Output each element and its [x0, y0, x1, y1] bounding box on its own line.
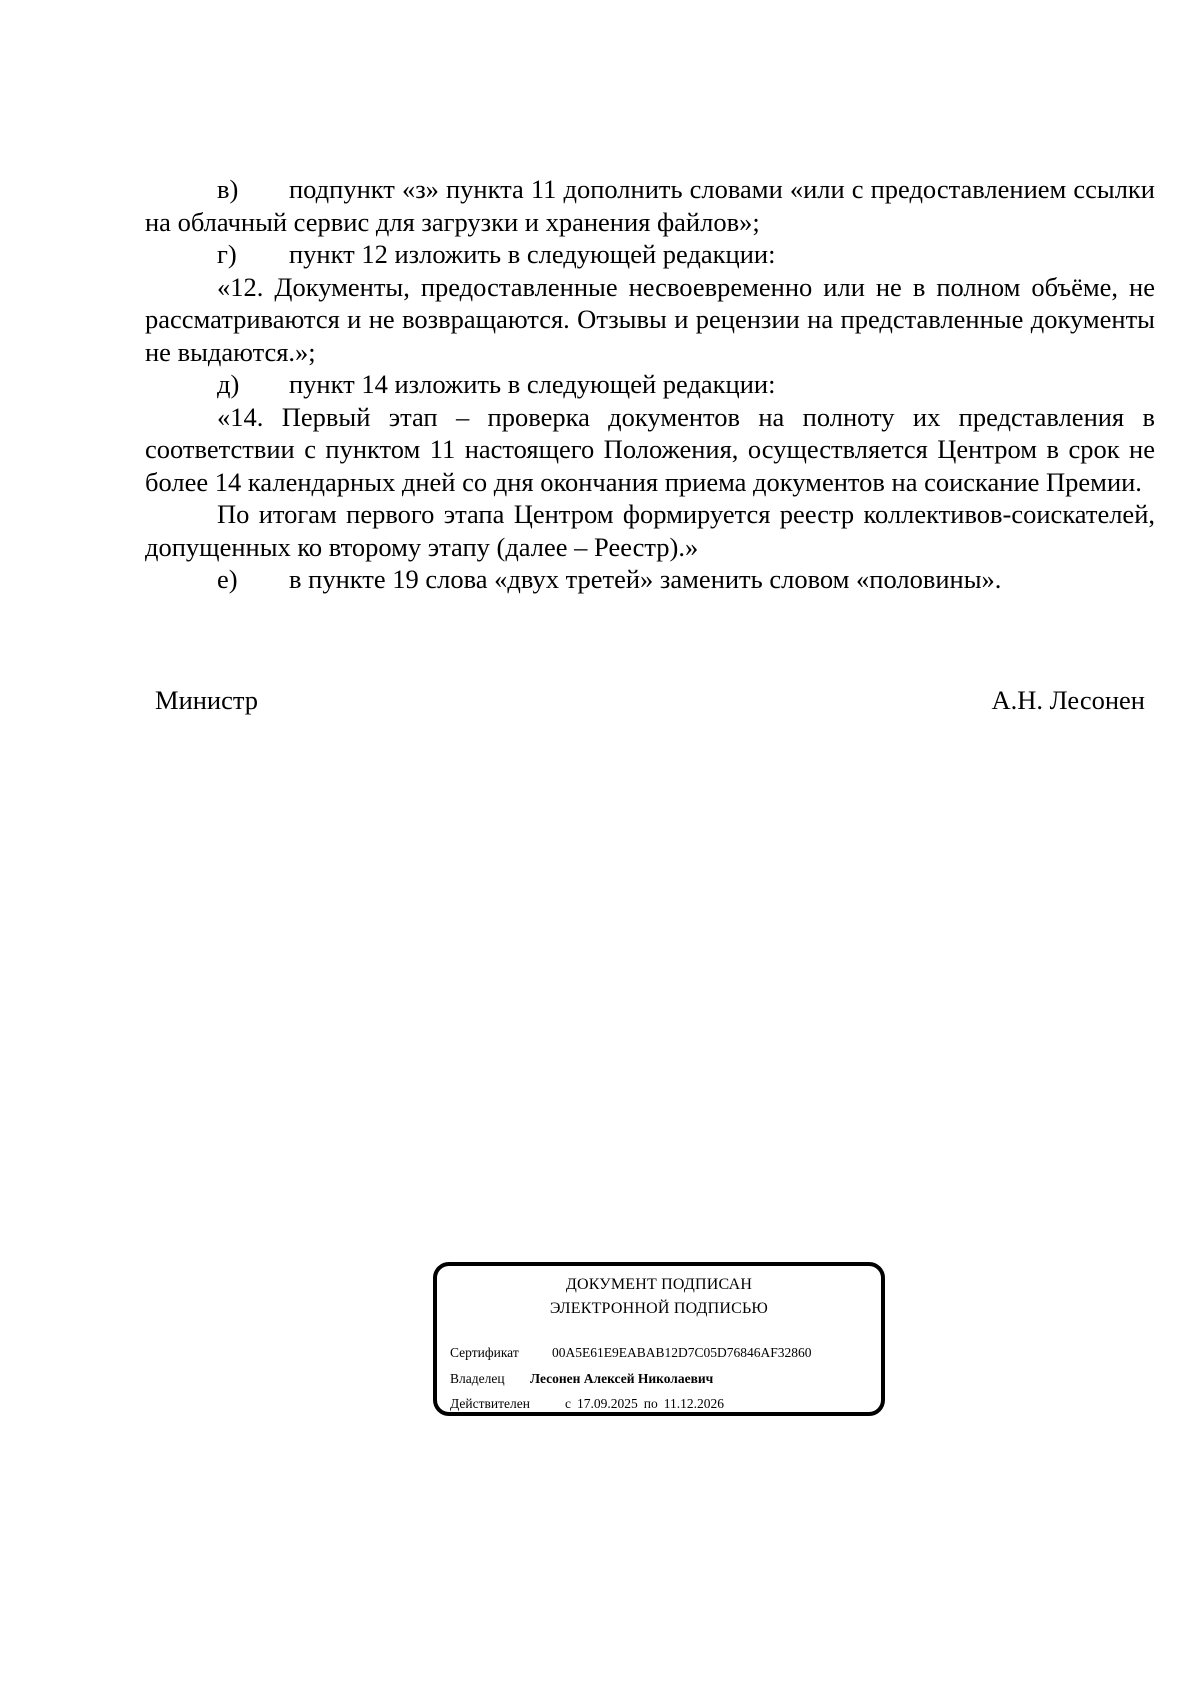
- valid-label: Действителен: [450, 1396, 530, 1411]
- stamp-title-line2: ЭЛЕКТРОННОЙ ПОДПИСЬЮ: [549, 1300, 769, 1317]
- electronic-signature-stamp: [433, 1262, 885, 1416]
- stamp-certificate-row: [450, 1344, 812, 1362]
- list-item-text: пункт 14 изложить в следующей редакции:: [289, 369, 776, 399]
- quoted-paragraph-12: «12. Документы, предоставленные несвоевременно или не в полном объёме, не рассматриваются и не возвращаются. Отзывы и рецензии на представленные документы не выдаются.»;: [145, 271, 1155, 367]
- list-item-v: [145, 173, 1155, 238]
- certificate-label: Сертификат: [450, 1345, 519, 1360]
- document-body: [145, 173, 1155, 596]
- list-item-e: [145, 563, 1155, 596]
- list-marker: е): [217, 564, 238, 594]
- list-marker: в): [217, 174, 239, 204]
- certificate-value: 00A5E61E9EABAB12D7C05D76846AF32860: [552, 1345, 812, 1360]
- stamp-title-line1: ДОКУМЕНТ ПОДПИСАН: [565, 1276, 753, 1293]
- list-marker: д): [217, 369, 240, 399]
- valid-to-prefix: по: [643, 1396, 658, 1411]
- list-item-text: в пункте 19 слова «двух третей» заменить словом «половины».: [289, 564, 1002, 594]
- list-item-text: подпункт «з» пункта 11 дополнить словами «или с предоставлением ссылки на облачный сервис для загрузки и хранения файлов»;: [145, 174, 1155, 237]
- owner-label: Владелец: [450, 1371, 505, 1386]
- valid-to-date: 11.12.2026: [663, 1396, 724, 1411]
- owner-value: Лесонен Алексей Николаевич: [530, 1371, 714, 1386]
- valid-from-prefix: с: [565, 1396, 571, 1411]
- list-item-text: пункт 12 изложить в следующей редакции:: [289, 239, 776, 269]
- list-item-d: [145, 368, 1155, 401]
- signatory-position: Министр: [155, 685, 259, 715]
- list-item-g: [145, 238, 1155, 271]
- list-marker: г): [217, 239, 237, 269]
- signatory-name: А.Н. Лесонен: [991, 685, 1145, 715]
- paragraph-registry: По итогам первого этапа Центром формируется реестр коллективов-соискателей, допущенных ко второму этапу (далее – Реестр).»: [145, 499, 1155, 562]
- valid-from-date: 17.09.2025: [577, 1396, 638, 1411]
- stamp-owner-row: [450, 1370, 713, 1388]
- quoted-paragraph-14: «14. Первый этап – проверка документов на полноту их представления в соответствии с пунктом 11 настоящего Положения, осуществляется Центром в срок не более 14 календарных дней со дня окончания приема документов на соискание Премии.: [145, 401, 1155, 497]
- stamp-validity-row: [450, 1395, 724, 1413]
